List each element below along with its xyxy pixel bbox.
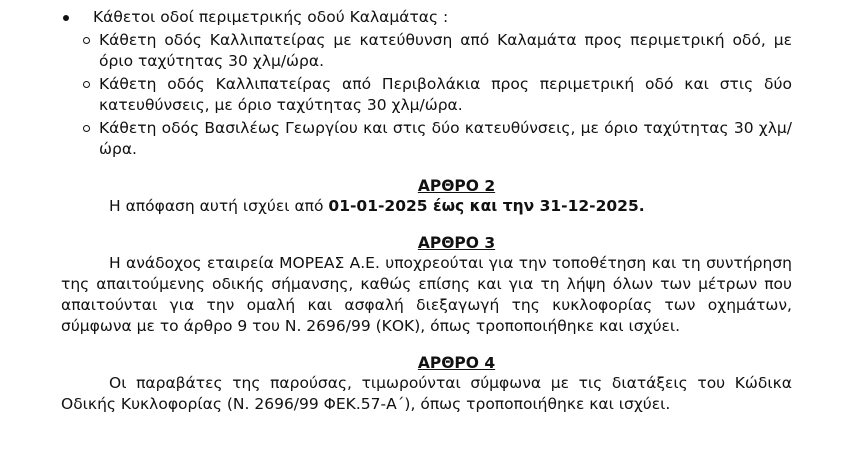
article-4 xyxy=(61,353,792,415)
bullet-list-item xyxy=(61,6,792,28)
article-2-dates: 01-01-2025 έως και την 31-12-2025. xyxy=(328,197,645,215)
bullet-dot-icon xyxy=(63,15,69,21)
article-2-body xyxy=(61,196,792,217)
article-4-body: Οι παραβάτες της παρούσας, τιμωρούνται σύμφωνα με τις διατάξεις του Κώδικα Οδικής Κυκλοφορίας (Ν. 2696/99 ΦΕΚ.57-Α΄), όπως τροποποιήθηκε και ισχύει. xyxy=(61,374,792,413)
article-4-title: ΑΡΘΡΟ 4 xyxy=(417,354,496,372)
article-2-text: Η απόφαση αυτή ισχύει από xyxy=(109,197,329,215)
sub-list-item xyxy=(83,74,792,116)
article-3 xyxy=(61,233,792,337)
circle-bullet-icon xyxy=(83,81,90,88)
article-3-body: Η ανάδοχος εταιρεία ΜΟΡΕΑΣ Α.Ε. υποχρεούται για την τοποθέτηση και τη συντήρηση της απαιτούμενης οδικής σήμανσης, καθώς επίσης και για τη λήψη όλων των μέτρων που απαιτούνται για την ομαλή και ασφαλή διεξαγωγή της κυκλοφορίας των οχημάτων, σύμφωνα με το άρθρο 9 του Ν. 2696/99 (ΚΟΚ), όπως τροποποιήθηκε και ισχύει. xyxy=(61,254,792,335)
sub-list-item xyxy=(83,118,792,160)
bullet-text: Κάθετοι οδοί περιμετρικής οδού Καλαμάτας : xyxy=(93,8,449,26)
sub-list-item xyxy=(83,30,792,72)
document-page xyxy=(61,6,792,415)
circle-bullet-icon xyxy=(83,37,90,44)
article-2 xyxy=(61,176,792,217)
sub-list-item-text: Κάθετη οδός Καλλιπατείρας με κατεύθυνση από Καλαμάτα προς περιμετρική οδό, με όριο ταχύτητας 30 χλμ/ώρα. xyxy=(99,31,792,70)
sub-list-item-text: Κάθετη οδός Βασιλέως Γεωργίου και στις δύο κατευθύνσεις, με όριο ταχύτητας 30 χλμ/ώρα. xyxy=(99,119,792,158)
sub-list xyxy=(83,30,792,160)
sub-list-item-text: Κάθετη οδός Καλλιπατείρας από Περιβολάκια προς περιμετρική οδό και στις δύο κατευθύνσεις, με όριο ταχύτητας 30 χλμ/ώρα. xyxy=(99,75,792,114)
article-3-title: ΑΡΘΡΟ 3 xyxy=(417,234,496,252)
circle-bullet-icon xyxy=(83,125,90,132)
article-2-title: ΑΡΘΡΟ 2 xyxy=(417,177,496,195)
